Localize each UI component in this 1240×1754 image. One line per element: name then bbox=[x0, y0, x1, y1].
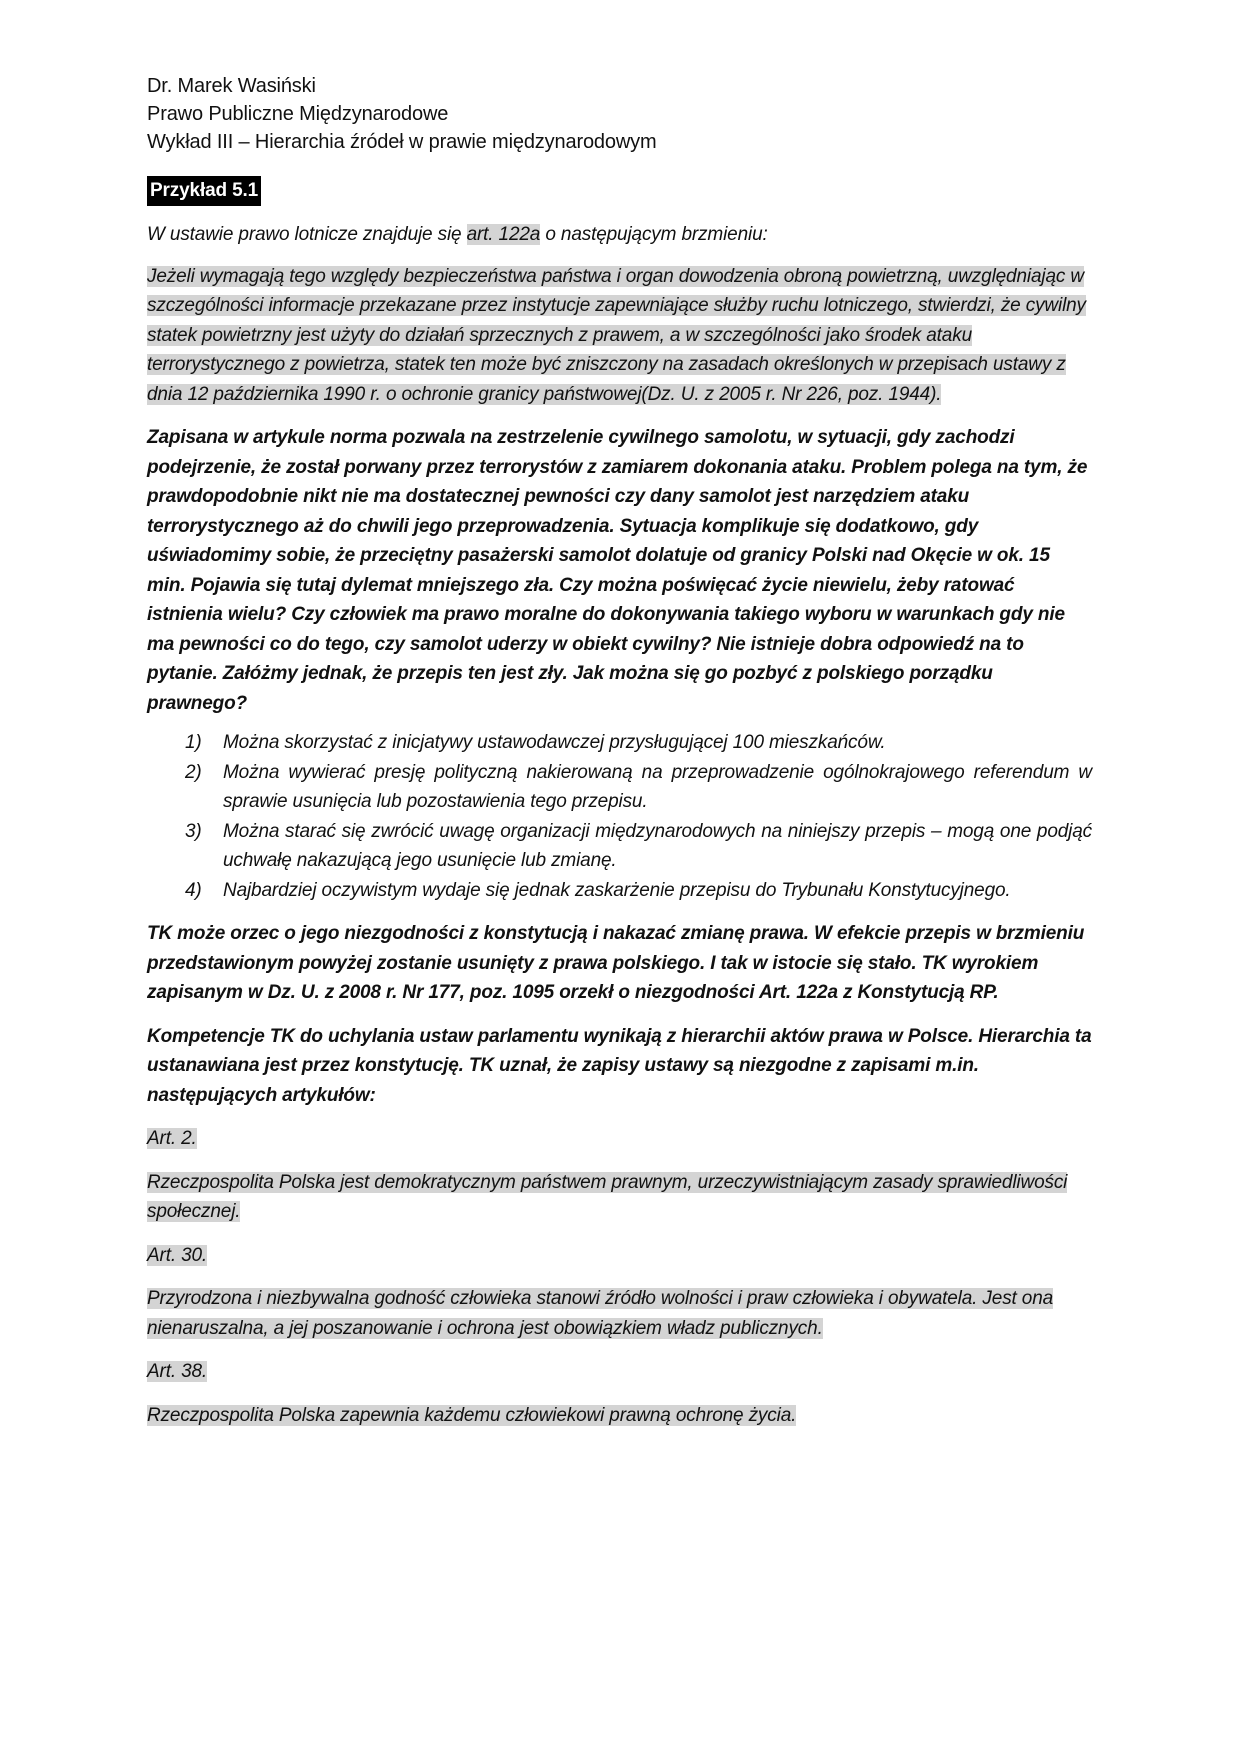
list-item-number: 1) bbox=[185, 732, 202, 753]
article-title: Art. 2. bbox=[147, 1128, 197, 1149]
intro-before: W ustawie prawo lotnicze znajduje się bbox=[147, 224, 467, 245]
article-text: Rzeczpospolita Polska jest demokratycznym państwem prawnym, urzeczywistniającym zasady sprawiedliwości społecznej. bbox=[147, 1171, 1068, 1222]
article-title: Art. 30. bbox=[147, 1244, 208, 1266]
list-item-number: 2) bbox=[185, 761, 202, 783]
list-item bbox=[147, 728, 1092, 758]
list-item bbox=[147, 876, 1092, 906]
list-item-number: 3) bbox=[185, 820, 202, 842]
example-label-row bbox=[147, 156, 1092, 206]
intro-after: o następującym brzmieniu: bbox=[540, 224, 768, 245]
list-item-number: 4) bbox=[185, 879, 202, 901]
list-item-text: Można wywierać presję polityczną nakierowaną na przeprowadzenie ogólnokrajowego referendum w sprawie usunięcia lub pozostawienia tego przepisu. bbox=[223, 761, 1092, 812]
list-item-text: Można skorzystać z inicjatywy ustawodawczej przysługującej 100 mieszkańców. bbox=[223, 732, 886, 753]
competence-paragraph: Kompetencje TK do uchylania ustaw parlamentu wynikają z hierarchii aktów prawa w Polsce. Hierarchia ta ustanawiana jest przez konstytucję. TK uznał, że zapisy ustawy są niezgodne z zapisami m.in. następujących artykułów: bbox=[147, 1025, 1092, 1106]
list-item bbox=[147, 817, 1092, 876]
options-list bbox=[147, 728, 1092, 905]
quoted-provision bbox=[147, 262, 1092, 410]
tk-paragraph: TK może orzec o jego niezgodności z konstytucją i nakazać zmianę prawa. W efekcie przepis w brzmieniu przedstawionym powyżej zostanie usunięty z prawa polskiego. I tak w istocie się stało. TK wyrokiem zapisanym w Dz. U. z 2008 r. Nr 177, poz. 1095 orzekł o niezgodności Art. 122a z Konstytucją RP. bbox=[147, 923, 1085, 1003]
quoted-provision-text: Jeżeli wymagają tego względy bezpieczeństwa państwa i organ dowodzenia obroną powietrzną, uwzględniając w szczególności informacje przekazane przez instytucje zapewniające służby ruchu lotniczego, stwierdzi, że cywilny statek powietrzny jest użyty do działań sprzecznych z prawem, a w szczególności jako środek ataku terrorystycznego z powietrza, statek ten może być zniszczony na zasadach określonych w przepisach ustawy z dnia 12 października 1990 r. o ochronie granicy państwowej(Dz. U. z 2005 r. Nr 226, poz. 1944). bbox=[147, 265, 1086, 405]
lecture-title: Wykład III – Hierarchia źródeł w prawie międzynarodowym bbox=[147, 131, 657, 153]
example-label: Przykład 5.1 bbox=[147, 176, 261, 206]
list-item-text: Najbardziej oczywistym wydaje się jednak zaskarżenie przepisu do Trybunału Konstytucyjnego. bbox=[223, 879, 1011, 901]
document-body bbox=[147, 72, 1092, 1430]
course-title: Prawo Publiczne Międzynarodowe bbox=[147, 103, 449, 125]
article-title: Art. 38. bbox=[147, 1361, 208, 1382]
article-reference: art. 122a bbox=[466, 224, 541, 245]
intro-line bbox=[147, 220, 1092, 250]
discussion-paragraph: Zapisana w artykule norma pozwala na zestrzelenie cywilnego samolotu, w sytuacji, gdy zachodzi podejrzenie, że został porwany przez terrorystów z zamiarem dokonania ataku. Problem polega na tym, że prawdopodobnie nikt nie ma dostatecznej pewności czy dany samolot jest narzędziem ataku terrorystycznego aż do chwili jego przeprowadzenia. Sytuacja komplikuje się dodatkowo, gdy uświadomimy sobie, że przeciętny pasażerski samolot dolatuje od granicy Polski nad Okęcie w ok. 15 min. Pojawia się tutaj dylemat mniejszego zła. Czy można poświęcać życie niewielu, żeby ratować istnienia wielu? Czy człowiek ma prawo moralne do dokonywania takiego wyboru w warunkach gdy nie ma pewności co do tego, czy samolot uderzy w obiekt cywilny? Nie istnieje dobra odpowiedź na to pytanie. Załóżmy jednak, że przepis ten jest zły. Jak można się go pozbyć z polskiego porządku prawnego? bbox=[147, 427, 1088, 714]
list-item bbox=[147, 758, 1092, 817]
article-text: Przyrodzona i niezbywalna godność człowieka stanowi źródło wolności i praw człowieka i obywatela. Jest ona nienaruszalna, a jej poszanowanie i ochrona jest obowiązkiem władz publicznych. bbox=[147, 1288, 1054, 1339]
list-item-text: Można starać się zwrócić uwagę organizacji międzynarodowych na niniejszy przepis – mogą one podjąć uchwałę nakazującą jego usunięcie lub zmianę. bbox=[223, 820, 1092, 871]
author-name: Dr. Marek Wasiński bbox=[147, 75, 316, 97]
article-text: Rzeczpospolita Polska zapewnia każdemu człowiekowi prawną ochronę życia. bbox=[147, 1404, 797, 1426]
